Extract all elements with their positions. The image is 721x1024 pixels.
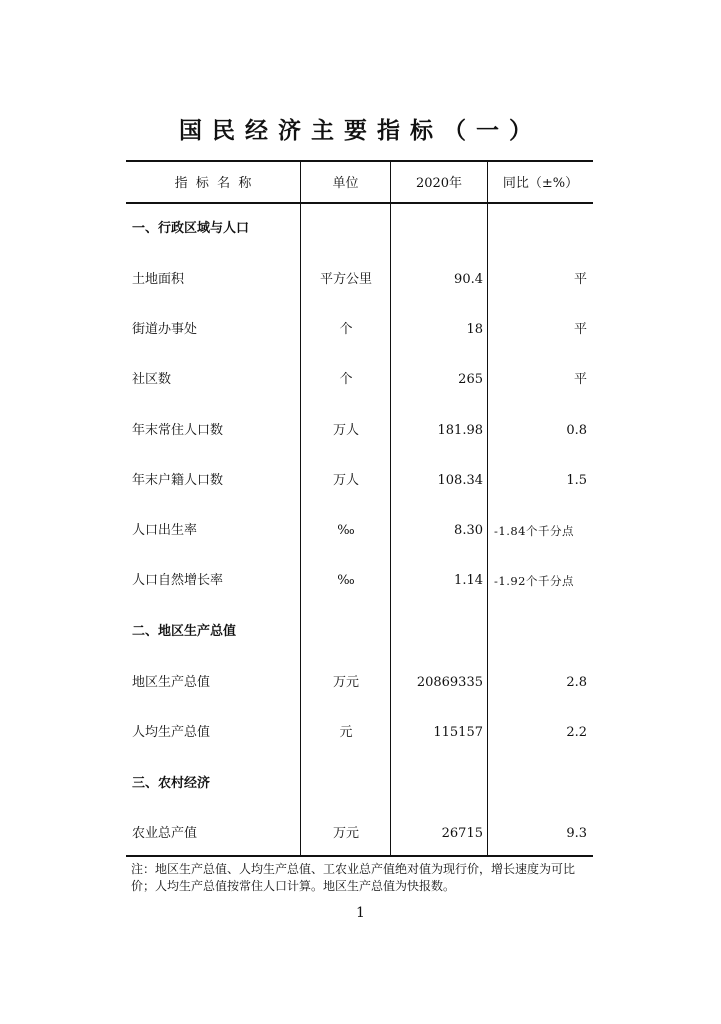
row-value: 108.34: [437, 473, 483, 488]
section-heading: 一、行政区域与人口: [132, 221, 250, 236]
row-change: -1.92个千分点: [494, 574, 574, 588]
page-number: 1: [356, 905, 365, 921]
row-unit: ‰: [337, 523, 355, 538]
row-name: 人口出生率: [132, 523, 198, 538]
column-divider: [300, 160, 301, 857]
row-change: 9.3: [566, 826, 587, 841]
table-top-rule: [126, 160, 593, 162]
row-value: 181.98: [437, 423, 483, 438]
row-value: 8.30: [454, 523, 483, 538]
row-name: 年末户籍人口数: [132, 473, 224, 488]
table-bottom-rule: [126, 855, 593, 857]
row-change: 1.5: [566, 473, 587, 488]
column-divider: [390, 160, 391, 857]
row-unit: 万人: [332, 473, 359, 488]
header-unit: 单位: [332, 176, 359, 191]
indicator-table: [126, 160, 593, 857]
row-value: 20869335: [416, 675, 483, 690]
row-name: 街道办事处: [132, 322, 198, 337]
row-change: 平: [573, 322, 587, 337]
row-name: 人口自然增长率: [132, 573, 224, 588]
row-unit: 平方公里: [319, 272, 372, 287]
header-change: 同比（±%）: [502, 176, 579, 191]
row-value: 26715: [441, 826, 483, 841]
row-unit: 个: [339, 322, 353, 337]
row-unit: 万元: [332, 675, 359, 690]
row-change: 0.8: [566, 423, 587, 438]
row-change: -1.84个千分点: [494, 524, 574, 538]
header-year: 2020年: [415, 176, 463, 191]
section-heading: 三、农村经济: [132, 776, 211, 791]
row-unit: 万人: [332, 423, 359, 438]
row-name: 农业总产值: [132, 826, 198, 841]
header-bottom-rule: [126, 202, 593, 204]
row-value: 1.14: [454, 573, 483, 588]
row-change: 平: [573, 272, 587, 287]
row-name: 年末常住人口数: [132, 423, 224, 438]
row-value: 265: [458, 372, 483, 387]
row-unit: 万元: [332, 826, 359, 841]
row-change: 2.2: [566, 725, 587, 740]
section-heading: 二、地区生产总值: [132, 624, 237, 639]
row-name: 人均生产总值: [132, 725, 211, 740]
row-unit: 元: [339, 725, 353, 740]
column-divider: [487, 160, 488, 857]
row-value: 115157: [433, 725, 483, 740]
row-value: 18: [466, 322, 483, 337]
table-footnote: 注：地区生产总值、人均生产总值、工农业总产值绝对值为现行价，增长速度为可比价；人均生产总值按常住人口计算。地区生产总值为快报数。: [131, 862, 576, 893]
row-name: 地区生产总值: [132, 675, 211, 690]
page-title: 国民经济主要指标（一）: [179, 118, 542, 144]
row-change: 2.8: [566, 675, 587, 690]
row-name: 社区数: [132, 372, 172, 387]
row-change: 平: [573, 372, 587, 387]
header-indicator: 指 标 名 称: [174, 176, 252, 191]
row-unit: ‰: [337, 573, 355, 588]
row-name: 土地面积: [132, 272, 185, 287]
row-unit: 个: [339, 372, 353, 387]
row-value: 90.4: [454, 272, 483, 287]
